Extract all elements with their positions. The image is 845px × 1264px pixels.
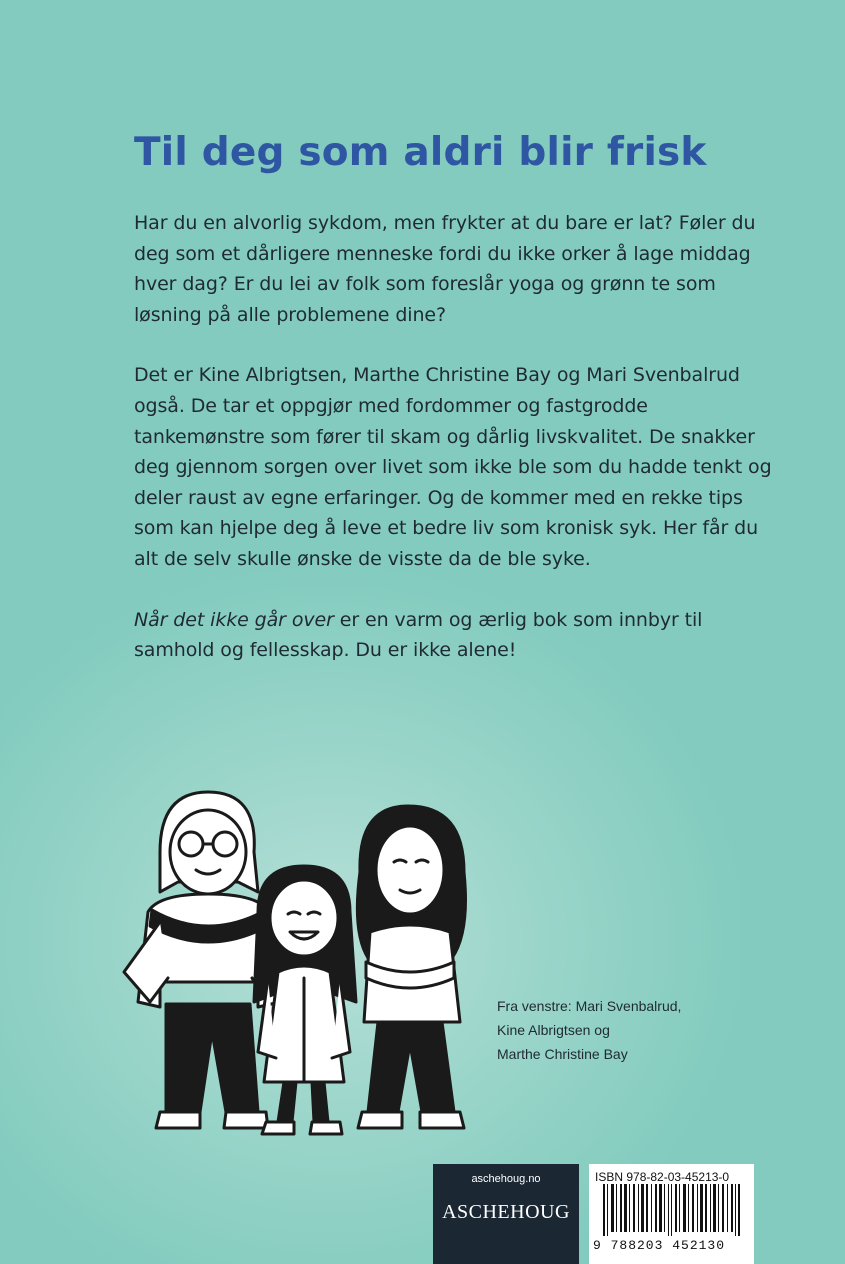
illustration-caption xyxy=(497,994,797,1066)
caption-line-2: Kine Albrigtsen og xyxy=(497,1022,610,1038)
blurb-paragraph-2: Det er Kine Albrigtsen, Marthe Christine Bay og Mari Svenbalrud også. De tar et oppgjør med fordommer og fastgrodde tankemønstre som fører til skam og dårlig livskvalitet. De snakker deg gjennom sorgen over livet som ikke ble som du hadde tenkt og deler raust av egne erfaringer. Og de kommer med en rekke tips som kan hjelpe deg å leve et bedre liv som kronisk syk. Her får du alt de selv skulle ønske de visste da de ble syke. xyxy=(134,364,772,570)
book-title-heading: Til deg som aldri blir frisk xyxy=(134,130,707,175)
authors-illustration xyxy=(108,782,508,1142)
figure-right xyxy=(357,806,465,1128)
figure-middle xyxy=(254,866,356,1134)
publisher-logo: ASCHEHOUG xyxy=(442,1201,570,1223)
barcode-digits: 9 788203 452130 xyxy=(593,1238,726,1253)
caption-line-3: Marthe Christine Bay xyxy=(497,1046,628,1062)
blurb-paragraph-1: Har du en alvorlig sykdom, men frykter at du bare er lat? Føler du deg som et dårligere menneske fordi du ikke orker å lage middag hver dag? Er du lei av folk som foreslår yoga og grønn te som løsning på alle problemene dine? xyxy=(134,212,756,326)
blurb-paragraph-3 xyxy=(134,605,774,666)
isbn-barcode xyxy=(589,1164,754,1264)
isbn-label: ISBN 978-82-03-45213-0 xyxy=(595,1170,730,1184)
publisher-url: aschehoug.no xyxy=(471,1173,541,1185)
blurb-paragraph-3-rest: er en varm og ærlig bok som innbyr til samhold og fellesskap. Du er ikke alene! xyxy=(134,608,703,662)
caption-line-1: Fra venstre: Mari Svenbalrud, xyxy=(497,998,682,1014)
barcode-bars xyxy=(593,1184,750,1236)
back-cover-blurb xyxy=(134,208,774,696)
book-title-italic: Når det ikke går over xyxy=(134,608,334,631)
publisher-block xyxy=(433,1164,579,1264)
